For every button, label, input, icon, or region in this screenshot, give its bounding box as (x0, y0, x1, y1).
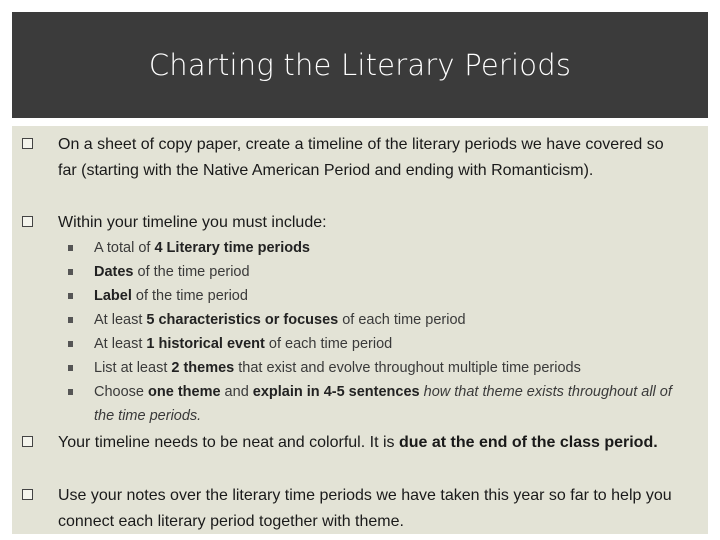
square-bullet-icon (68, 389, 73, 395)
list-item: Choose one theme and explain in 4-5 sentences how that theme exists throughout all of the time periods. (68, 380, 688, 428)
bullet-copy-paper (22, 132, 672, 184)
checkbox-bullet-icon (22, 489, 33, 500)
bullet-text: On a sheet of copy paper, create a timeline of the literary periods we have covered so far (starting with the Native American Period and ending with Romanticism). (58, 136, 664, 179)
bullet-neat-colorful (22, 430, 672, 456)
content-panel (12, 126, 708, 534)
bullet-must-include (22, 210, 672, 236)
square-bullet-icon (68, 365, 73, 371)
checkbox-bullet-icon (22, 138, 33, 149)
bullet-text: Your timeline needs to be neat and colorful. It is due at the end of the class period. (58, 434, 658, 451)
square-bullet-icon (68, 341, 73, 347)
requirements-list (68, 236, 688, 428)
square-bullet-icon (68, 293, 73, 299)
list-item: Dates of the time period (68, 260, 688, 284)
square-bullet-icon (68, 245, 73, 251)
checkbox-bullet-icon (22, 436, 33, 447)
list-item: List at least 2 themes that exist and evolve throughout multiple time periods (68, 356, 688, 380)
list-item: At least 1 historical event of each time period (68, 332, 688, 356)
bullet-text: Within your timeline you must include: (58, 214, 327, 231)
checkbox-bullet-icon (22, 216, 33, 227)
slide-title: Charting the Literary Periods (148, 48, 572, 82)
bullet-use-notes (22, 483, 672, 535)
bullet-text: Use your notes over the literary time periods we have taken this year so far to help you connect each literary period together with theme. (58, 487, 672, 530)
list-item: At least 5 characteristics or focuses of each time period (68, 308, 688, 332)
square-bullet-icon (68, 269, 73, 275)
square-bullet-icon (68, 317, 73, 323)
list-item: Label of the time period (68, 284, 688, 308)
list-item: A total of 4 Literary time periods (68, 236, 688, 260)
title-bar (12, 12, 708, 118)
